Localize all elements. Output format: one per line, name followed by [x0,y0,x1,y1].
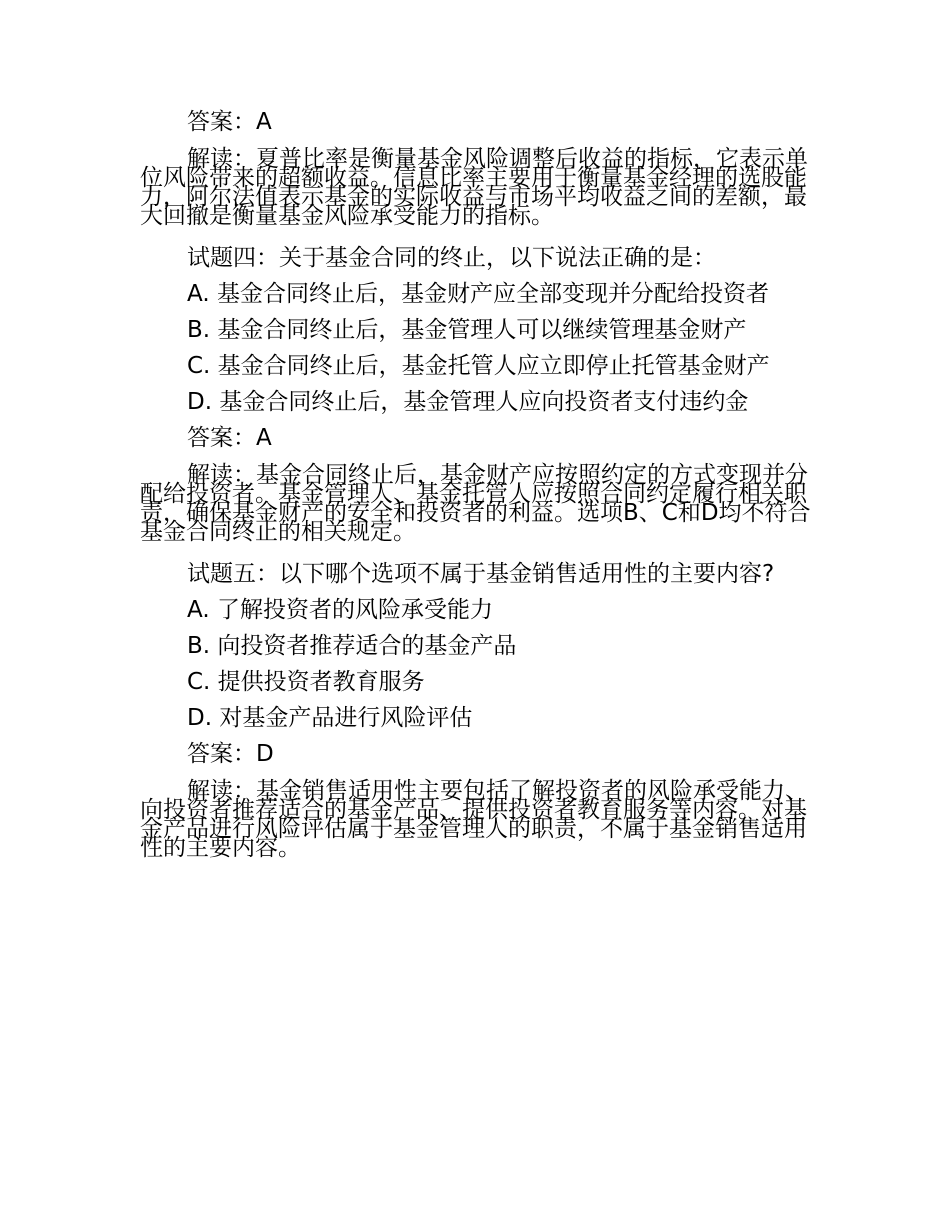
question-4: 试题四：关于基金合同的终止，以下说法正确的是： [187,245,716,271]
answer-4: 答案：A [187,425,272,451]
question-5: 试题五：以下哪个选项不属于基金销售适用性的主要内容? [187,561,775,587]
answer-3: 答案：A [187,109,272,135]
question-5-option-b: B. 向投资者推荐适合的基金产品 [187,633,517,659]
answer-5: 答案：D [187,741,274,767]
explanation-4: 解读：基金合同终止后，基金财产应按照约定的方式变现并分配给投资者。基金管理人、基金托管人应按照合同约定履行相关职责，确保基金财产的安全和投资者的利益。选项B、C和D均不符合基金合同终止的相关规定。 [140,462,811,545]
question-5-option-c: C. 提供投资者教育服务 [187,669,425,695]
question-4-option-c: C. 基金合同终止后，基金托管人应立即停止托管基金财产 [187,353,770,379]
question-5-option-a: A. 了解投资者的风险承受能力 [187,597,493,623]
question-4-option-b: B. 基金合同终止后，基金管理人可以继续管理基金财产 [187,317,747,343]
question-4-option-a: A. 基金合同终止后，基金财产应全部变现并分配给投资者 [187,281,769,307]
explanation-5: 解读：基金销售适用性主要包括了解投资者的风险承受能力、向投资者推荐适合的基金产品、提供投资者教育服务等内容。对基金产品进行风险评估属于基金管理人的职责，不属于基金销售适用性的主要内容。 [140,778,808,861]
explanation-3: 解读：夏普比率是衡量基金风险调整后收益的指标，它表示单位风险带来的超额收益。信息比率主要用于衡量基金经理的选股能力，阿尔法值表示基金的实际收益与市场平均收益之间的差额，最大回撤是衡量基金风险承受能力的指标。 [140,146,808,229]
question-4-option-d: D. 基金合同终止后，基金管理人应向投资者支付违约金 [187,389,749,415]
document-body [140,104,815,861]
question-5-option-d: D. 对基金产品进行风险评估 [187,705,473,731]
